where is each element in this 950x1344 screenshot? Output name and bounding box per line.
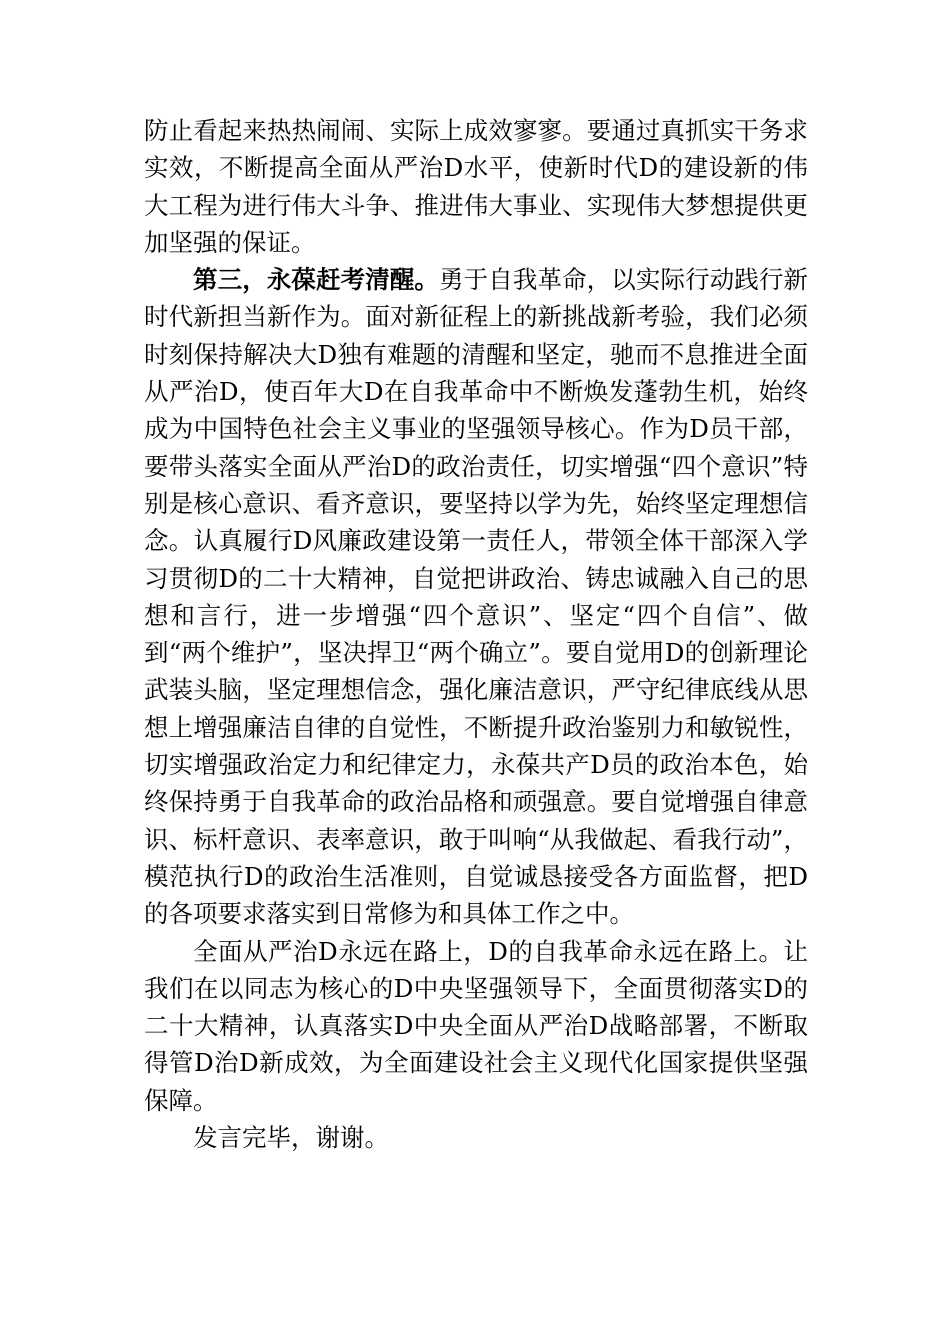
paragraph-closing [144, 1119, 808, 1156]
paragraph-third-point [144, 261, 808, 932]
paragraph-text: 勇于自我革命，以实际行动践行新时代新担当新作为。面对新征程上的新挑战新考验，我们必须时刻保持解决大D独有难题的清醒和坚定，驰而不息推进全面从严治D，使百年大D在自我革命中不断焕发蓬勃生机，始终成为中国特色社会主义事业的坚强领导核心。作为D员干部，要带头落实全面从严治D的政治责任，切实增强“四个意识”特别是核心意识、看齐意识，要坚持以学为先，始终坚定理想信念。认真履行D风廉政建设第一责任人，带领全体干部深入学习贯彻D的二十大精神，自觉把讲政治、铸忠诚融入自己的思想和言行，进一步增强“四个意识”、坚定“四个自信”、做到“两个维护”，坚决捍卫“两个确立”。要自觉用D的创新理论武装头脑，坚定理想信念，强化廉洁意识，严守纪律底线从思想上增强廉洁自律的自觉性，不断提升政治鉴别力和敏锐性，切实增强政治定力和纪律定力，永葆共产D员的政治本色，始终保持勇于自我革命的政治品格和顽强意。要自觉增强自律意识、标杆意识、表率意识，敢于叫响“从我做起、看我行动”，模范执行D的政治生活准则，自觉诚恳接受各方面监督，把D的各项要求落实到日常修为和具体工作之中。 [144, 265, 809, 929]
paragraph-continuation [144, 112, 808, 261]
paragraph-text: 发言完毕，谢谢。 [193, 1123, 389, 1153]
paragraph-heading: 第三，永葆赶考清醒。 [193, 265, 440, 295]
paragraph-text: 全面从严治D永远在路上，D的自我革命永远在路上。让我们在以同志为核心的D中央坚强领导下，全面贯彻落实D的二十大精神，认真落实D中央全面从严治D战略部署，不断取得管D治D新成效，为全面建设社会主义现代化国家提供坚强保障。 [144, 936, 808, 1115]
paragraph-conclusion [144, 933, 808, 1119]
paragraph-text: 防止看起来热热闹闹、实际上成效寥寥。要通过真抓实干务求实效，不断提高全面从严治D水平，使新时代D的建设新的伟大工程为进行伟大斗争、推进伟大事业、实现伟大梦想提供更加坚强的保证。 [144, 116, 808, 257]
document-body [144, 112, 808, 1156]
